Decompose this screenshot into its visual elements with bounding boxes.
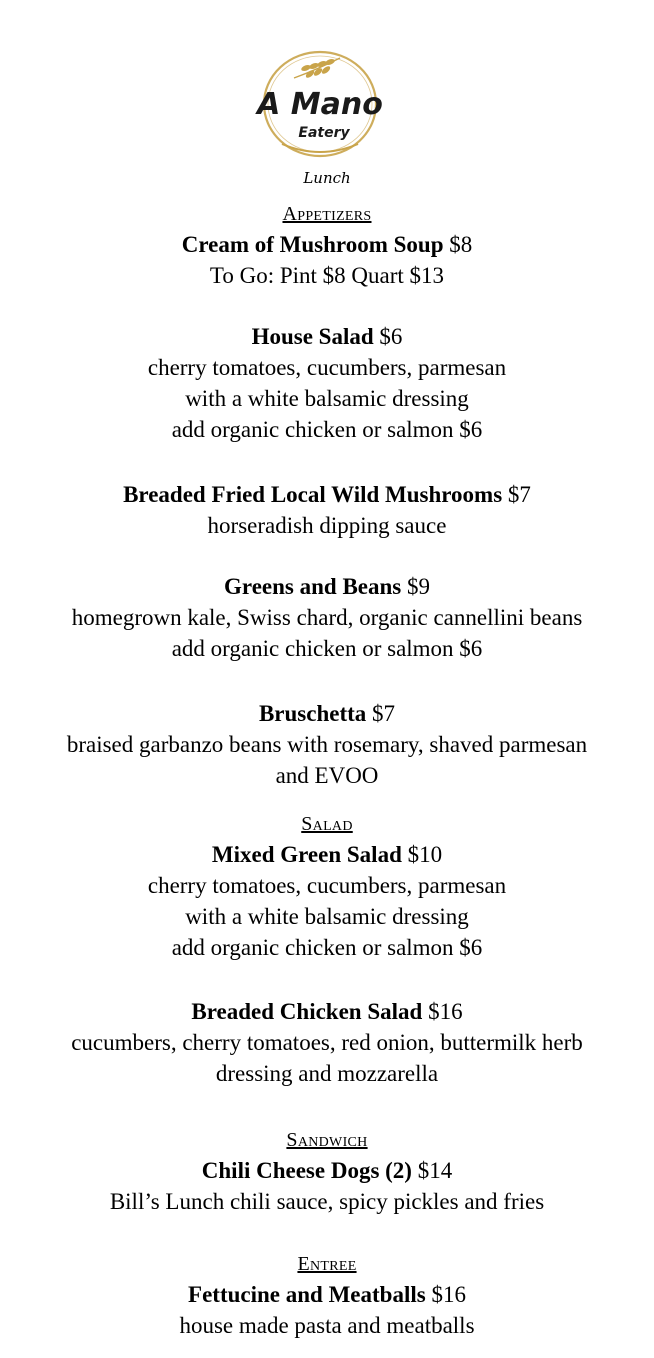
menu-item-title xyxy=(0,841,654,869)
menu-item-price: $16 xyxy=(422,999,463,1024)
menu-item-description: braised garbanzo beans with rosemary, shaved parmesan xyxy=(66,732,588,757)
menu-item-name: Cream of Mushroom Soup xyxy=(181,232,444,257)
menu-item-price: $14 xyxy=(411,1158,453,1183)
menu-item-description: with a white balsamic dressing xyxy=(185,904,469,929)
meal-label: Lunch xyxy=(303,169,351,187)
logo-subtitle: Eatery xyxy=(298,125,350,141)
menu-item-title xyxy=(0,323,654,351)
a-mano-eatery-logo xyxy=(254,46,386,168)
menu-item-price: $6 xyxy=(373,324,403,349)
menu-item-name: Breaded Fried Local Wild Mushrooms xyxy=(123,482,503,507)
menu-item-description: with a white balsamic dressing xyxy=(185,386,469,411)
menu-item-price: $8 xyxy=(443,232,473,257)
menu-item-title xyxy=(0,1157,654,1185)
menu-item-name: Breaded Chicken Salad xyxy=(191,999,423,1024)
menu-item-name: Chili Cheese Dogs (2) xyxy=(201,1158,412,1183)
menu-item-title xyxy=(0,573,654,601)
menu-item-description: dressing and mozzarella xyxy=(215,1061,439,1086)
menu-item-description: add organic chicken or salmon $6 xyxy=(171,935,483,960)
menu-item-price: $7 xyxy=(366,701,396,726)
menu-item-description: house made pasta and meatballs xyxy=(179,1313,475,1338)
menu-item-description: add organic chicken or salmon $6 xyxy=(171,417,483,442)
section-heading: Sandwich xyxy=(286,1129,368,1151)
wheat-icon xyxy=(294,58,340,79)
menu-item-price: $16 xyxy=(425,1282,466,1307)
menu-item-name: Mixed Green Salad xyxy=(211,842,402,867)
menu-item-name: Greens and Beans xyxy=(224,574,402,599)
menu-item-description: cucumbers, cherry tomatoes, red onion, buttermilk herb xyxy=(71,1030,583,1055)
menu-item-name: House Salad xyxy=(251,324,374,349)
menu-item-description: add organic chicken or salmon $6 xyxy=(171,636,483,661)
menu-item-name: Bruschetta xyxy=(258,701,367,726)
menu-item-description: cherry tomatoes, cucumbers, parmesan xyxy=(147,873,507,898)
menu-item-title xyxy=(0,998,654,1026)
section-heading: Appetizers xyxy=(282,203,372,225)
menu-item-price: $10 xyxy=(401,842,443,867)
logo-name: A Mano xyxy=(257,87,383,122)
menu-item-description: Bill’s Lunch chili sauce, spicy pickles and fries xyxy=(109,1189,545,1214)
menu-item-description: and EVOO xyxy=(275,763,379,788)
menu-item-title xyxy=(0,231,654,259)
menu-item-name: Fettucine and Meatballs xyxy=(188,1282,426,1307)
menu-item-price: $7 xyxy=(502,482,531,507)
menu-item-description: homegrown kale, Swiss chard, organic cannellini beans xyxy=(71,605,583,630)
section-heading: Entree xyxy=(297,1253,357,1275)
menu-item-description: To Go: Pint $8 Quart $13 xyxy=(209,263,445,288)
section-heading: Salad xyxy=(301,813,353,835)
menu-item-description: cherry tomatoes, cucumbers, parmesan xyxy=(147,355,507,380)
menu-item-title xyxy=(0,700,654,728)
menu-item-title xyxy=(0,481,654,509)
menu-item-price: $9 xyxy=(401,574,430,599)
menu-item-title xyxy=(0,1281,654,1309)
menu-item-description: horseradish dipping sauce xyxy=(207,513,447,538)
